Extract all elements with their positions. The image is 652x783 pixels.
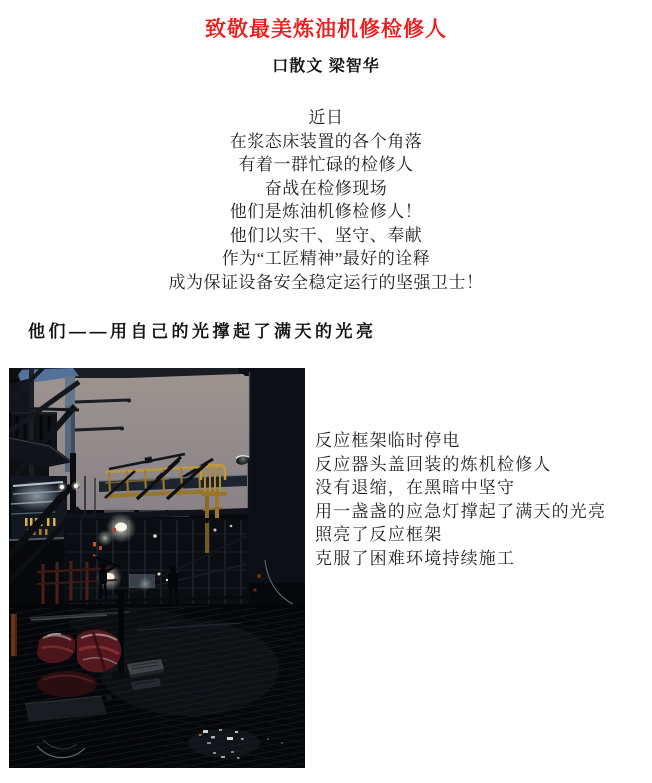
poem-line: 用一盏盏的应急灯撑起了满天的光亮	[315, 501, 607, 521]
poem-line: 成为保证设备安全稳定运行的坚强卫士！	[168, 272, 484, 292]
poem-line: 克服了困难环境持续施工	[315, 548, 516, 568]
poem-line: 反应框架临时停电	[315, 431, 461, 450]
poem-line: 反应器头盖回装的炼机检修人	[315, 454, 552, 474]
poem-line: 奋战在检修现场	[264, 178, 388, 198]
poem-line: 近日	[308, 108, 344, 127]
night-worksite-illustration	[9, 368, 305, 768]
worksite-night-photo	[9, 368, 305, 768]
poem-line: 作为“工匠精神”最好的诠释	[221, 249, 431, 268]
article-title: 致敬最美炼油机修检修人	[205, 18, 447, 41]
poem-stanza-1	[0, 106, 652, 294]
poem-line: 在浆态床装置的各个角落	[229, 131, 423, 151]
poem-stanza-2	[315, 429, 645, 570]
mid-scaffold	[64, 513, 249, 606]
section-heading: 他们——用自己的光撑起了满天的光亮	[28, 322, 377, 341]
poem-line: 他们以实干、坚守、奉献	[229, 225, 423, 245]
poem-line: 没有退缩，在黑暗中坚守	[315, 478, 516, 497]
poem-line: 他们是炼油机修检修人！	[229, 202, 423, 221]
poem-line: 有着一群忙碌的检修人	[238, 155, 414, 174]
article-byline: 口散文 梁智华	[272, 58, 380, 75]
poem-line: 照亮了反应框架	[315, 525, 443, 544]
